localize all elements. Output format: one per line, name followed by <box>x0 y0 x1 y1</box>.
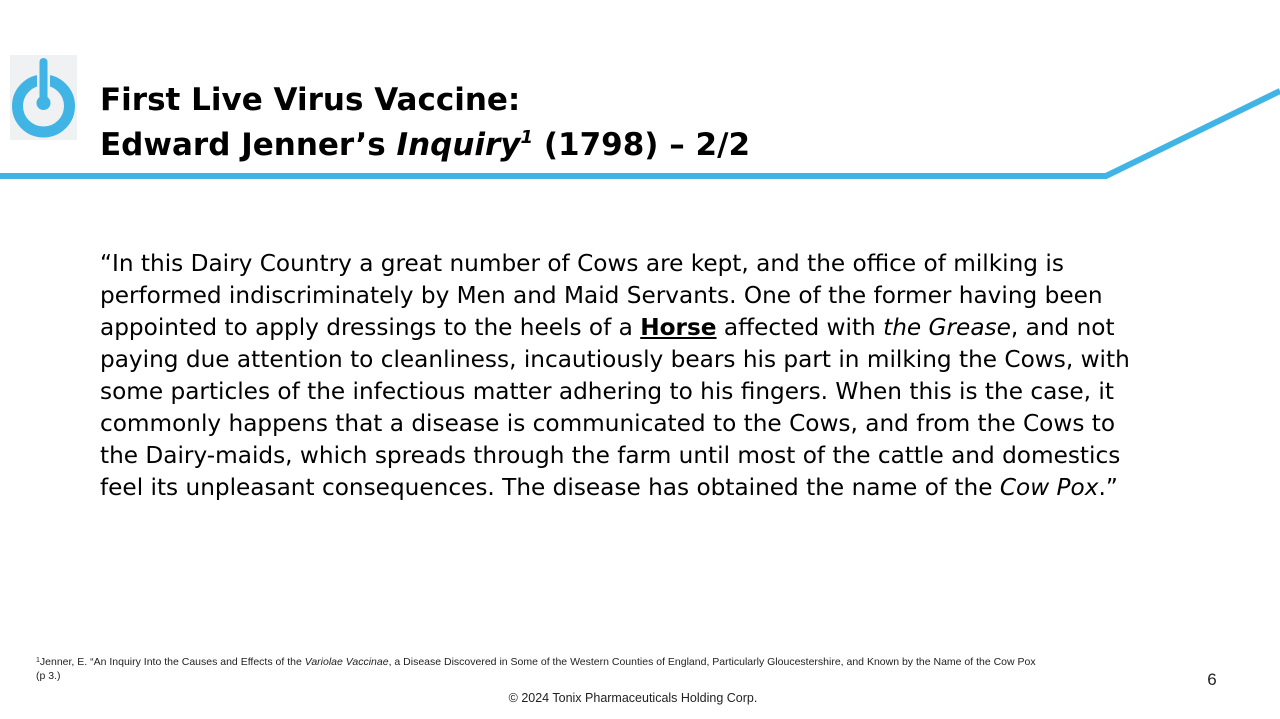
footnote-italic: Variolae Vaccinae <box>304 656 389 668</box>
quote-part-2: affected with <box>716 314 884 341</box>
page-number: 6 <box>1207 670 1217 689</box>
quote-grease: the Grease <box>883 314 1011 341</box>
quote-horse: Horse <box>640 314 717 341</box>
title-line-2 <box>100 123 750 168</box>
title-footnote-marker: 1 <box>520 127 534 148</box>
quote-part-3: , and not paying due attention to cleanliness, incautiously bears his part in milking the Cows, with some particles of the infectious matter adhering to his fingers. When this is the case, it commonly happens that a disease is communicated to the Cows, and from the Cows to the Dairy-maids, which spreads through the farm until most of the cattle and domestics feel its unpleasant consequences. The disease has obtained the name of the <box>100 314 1130 501</box>
footnote-part-2: , a Disease Discovered in Some of the Western Counties of England, Particularly Gloucestershire, and Known by the Name of the Cow Pox (p 3.) <box>36 656 1036 682</box>
footnote-marker: 1 <box>36 657 40 664</box>
jenner-quote <box>100 248 1160 504</box>
title-line-2-prefix: Edward Jenner’s <box>100 127 397 163</box>
quote-end: .” <box>1098 474 1118 501</box>
tonix-logo <box>10 55 77 140</box>
slide-title <box>100 78 750 168</box>
quote-cowpox: Cow Pox <box>999 474 1099 501</box>
title-inquiry: Inquiry <box>396 127 521 163</box>
power-button-icon <box>10 55 77 140</box>
footnote <box>36 655 1036 683</box>
footnote-part-1: Jenner, E. “An Inquiry Into the Causes and Effects of the <box>39 656 305 668</box>
copyright-notice: © 2024 Tonix Pharmaceuticals Holding Corp. <box>508 691 758 705</box>
title-line-2-suffix: (1798) – 2/2 <box>533 127 751 163</box>
quote-part-1: “In this Dairy Country a great number of Cows are kept, and the office of milking is performed indiscriminately by Men and Maid Servants. One of the former having been appointed to apply dressings to the heels of a <box>100 250 1103 341</box>
title-line-1: First Live Virus Vaccine: <box>100 82 521 118</box>
